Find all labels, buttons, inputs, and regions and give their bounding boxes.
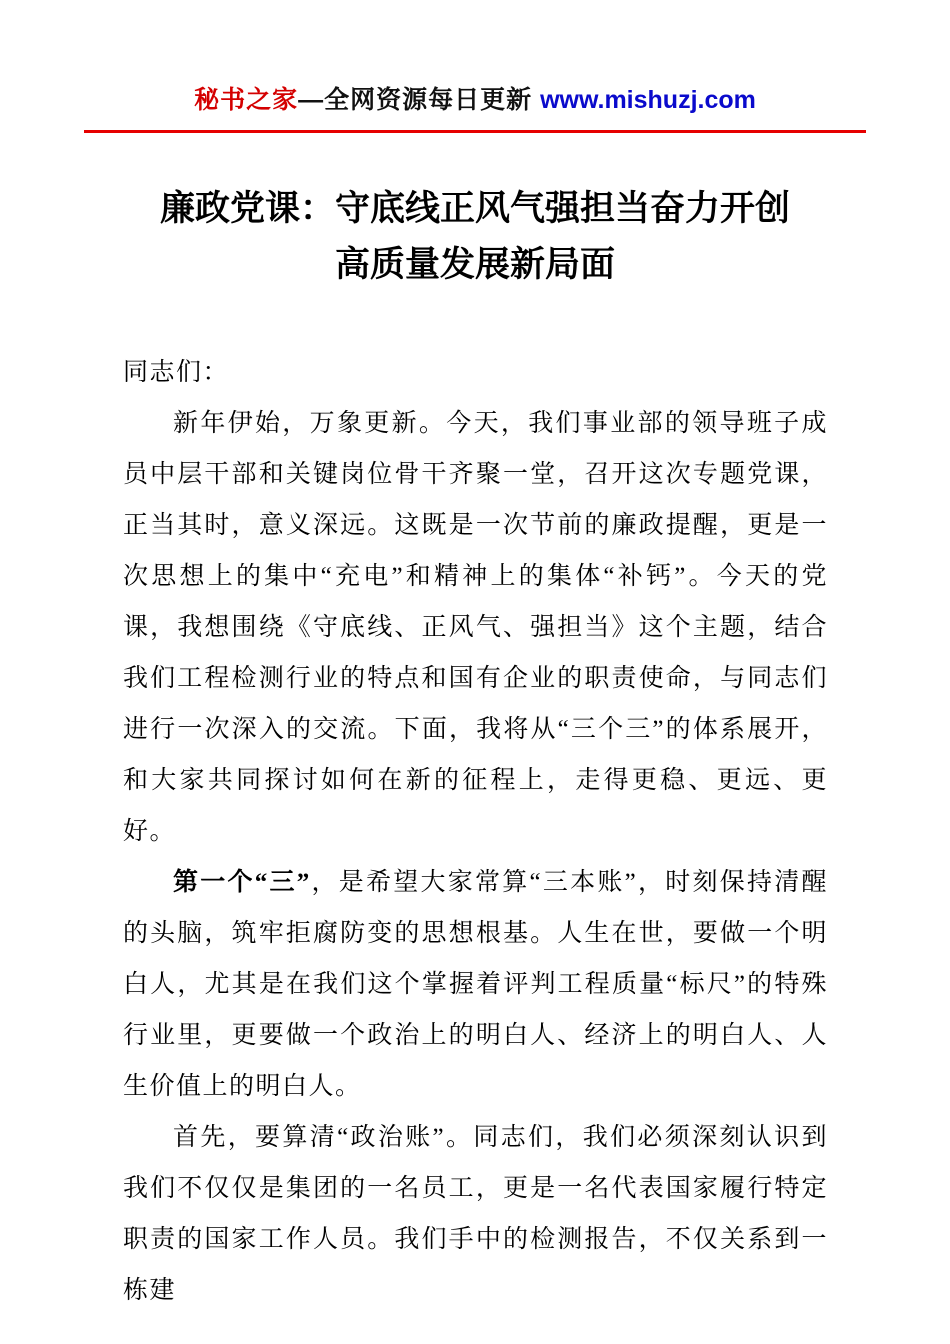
site-name: 秘书之家	[194, 86, 299, 114]
paragraph-text: 首先，要算清“政治账”。同志们，我们必须深刻认识到我们不仅仅是集团的一名员工，更是一名代表国家履行特定职责的国家工作人员。我们手中的检测报告，不仅关系到一栋建	[123, 1124, 828, 1304]
paragraph	[123, 1112, 828, 1316]
paragraph-bold-lead: 第一个“三”	[173, 869, 311, 896]
paragraph-text: 新年伊始，万象更新。今天，我们事业部的领导班子成员中层干部和关键岗位骨干齐聚一堂，召开这次专题党课，正当其时，意义深远。这既是一次节前的廉政提醒，更是一次思想上的集中“充电”和精神上的集体“补钙”。今天的党课，我想围绕《守底线、正风气、强担当》这个主题，结合我们工程检测行业的特点和国有企业的职责使命，与同志们进行一次深入的交流。下面，我将从“三个三”的体系展开，和大家共同探讨如何在新的征程上，走得更稳、更远、更好。	[123, 410, 828, 845]
paragraph	[123, 398, 828, 857]
site-url-link[interactable]: www.mishuzj.com	[540, 86, 756, 114]
paragraph-text: ，是希望大家常算“三本账”，时刻保持清醒的头脑，筑牢拒腐防变的思想根基。人生在世，要做一个明白人，尤其是在我们这个掌握着评判工程质量“标尺”的特殊行业里，更要做一个政治上的明白人、经济上的明白人、人生价值上的明白人。	[123, 869, 828, 1100]
header-divider	[84, 130, 866, 133]
document-title	[0, 181, 950, 293]
salutation: 同志们：	[123, 359, 230, 386]
site-tagline: —全网资源每日更新	[298, 86, 541, 114]
paragraph	[123, 857, 828, 1112]
document-body	[123, 347, 828, 1316]
title-line-2: 高质量发展新局面	[334, 245, 615, 284]
title-line-1: 廉政党课：守底线正风气强担当奋力开创	[159, 189, 790, 228]
document-header	[84, 80, 866, 130]
